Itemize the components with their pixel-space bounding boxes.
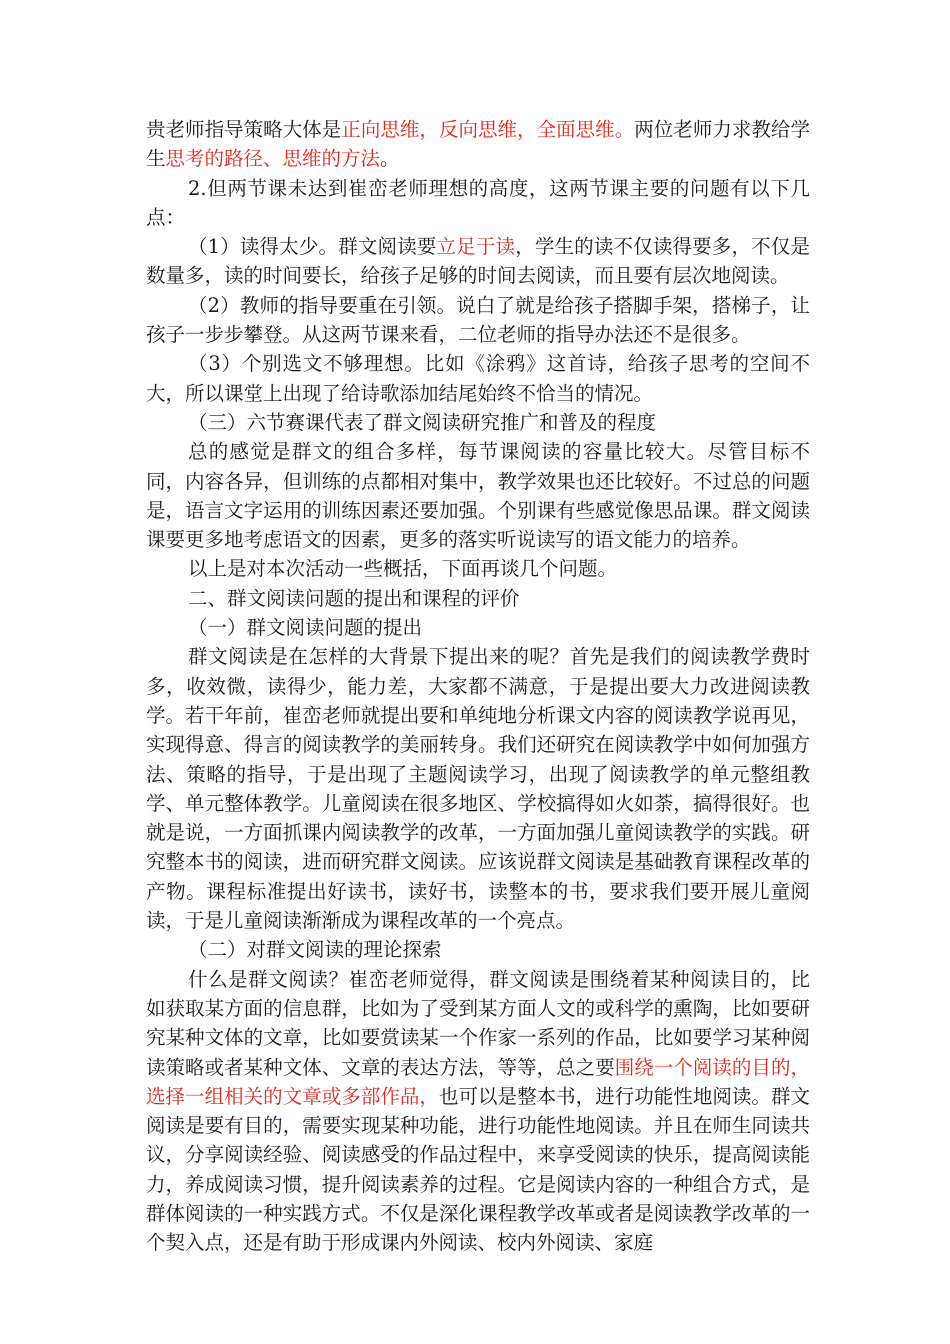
paragraph <box>146 642 810 935</box>
paragraph <box>146 935 810 964</box>
highlighted-text: 正向思维，反向思维，全面思维。 <box>341 118 635 141</box>
document-body <box>146 115 810 1258</box>
body-text: （一）群文阅读问题的提出 <box>188 616 423 640</box>
body-text: 二、群文阅读问题的提出和课程的评价 <box>188 586 520 610</box>
body-text: 总的感觉是群文的组合多样，每节课阅读的容量比较大。尽管目标不同，内容各异，但训练的点都相对集中，教学效果也还比较好。不过总的问题是，语言文字运用的训练因素还要加强。个别课有些感觉像思品课。群文阅读课要更多地考虑语文的因素，更多的落实听说读写的语文能力的培养。 <box>146 440 810 552</box>
paragraph <box>146 174 810 233</box>
paragraph <box>146 554 810 583</box>
paragraph <box>146 232 810 291</box>
paragraph <box>146 291 810 350</box>
paragraph <box>146 613 810 642</box>
body-text: 贵老师指导策略大体是 <box>146 118 342 141</box>
paragraph <box>146 965 810 1258</box>
highlighted-text: 立足于读 <box>436 235 516 259</box>
body-text: （三）六节赛课代表了群文阅读研究推广和普及的程度 <box>188 410 657 434</box>
body-text: ，学生的读不仅读得要多，不仅是数量多，读的时间要长，给孩子足够的时间去阅读，而且要有层次地阅读。 <box>146 235 810 288</box>
body-text: 以上是对本次活动一些概括，下面再谈几个问题。 <box>188 557 618 581</box>
body-text: 两位老师力求教给学生 <box>146 118 810 171</box>
body-text: （二）对群文阅读的理论探索 <box>188 938 442 962</box>
body-text: （3）个别选文不够理想。比如《涂鸦》这首诗，给孩子思考的空间不大，所以课堂上出现了给诗歌添加结尾始终不恰当的情况。 <box>146 352 810 405</box>
body-text: 2.但两节课未达到崔峦老师理想的高度，这两节课主要的问题有以下几点： <box>146 176 810 229</box>
body-text: （1）读得太少。群文阅读要 <box>188 235 437 259</box>
body-text: （2）教师的指导要重在引领。说白了就是给孩子搭脚手架，搭梯子，让孩子一步步攀登。从这两节课来看，二位老师的指导办法还不是很多。 <box>146 293 810 347</box>
paragraph <box>146 115 810 174</box>
body-text: 群文阅读是在怎样的大背景下提出来的呢？首先是我们的阅读教学费时多，收效微，读得少，能力差，大家都不满意，于是提出要大力改进阅读教学。若干年前，崔峦老师就提出要和单纯地分析课文内容的阅读教学说再见，实现得意、得言的阅读教学的美丽转身。我们还研究在阅读教学中如何加强方法、策略的指导，于是出现了主题阅读学习，出现了阅读教学的单元整组教学、单元整体教学。儿童阅读在很多地区、学校搞得如火如荼，搞得很好。也就是说，一方面抓课内阅读教学的改革，一方面加强儿童阅读教学的实践。研究整本书的阅读，进而研究群文阅读。应该说群文阅读是基础教育课程改革的产物。课程标准提出好读书，读好书，读整本的书，要求我们要开展儿童阅读，于是儿童阅读渐渐成为课程改革的一个亮点。 <box>146 645 810 933</box>
body-text: 。 <box>380 147 400 171</box>
highlighted-text: 围绕一个阅读的目的，选择一组相关的文章或多部作品， <box>146 1055 810 1108</box>
paragraph <box>146 349 810 408</box>
body-text: 什么是群文阅读？崔峦老师觉得，群文阅读是围绕着某种阅读目的，比如获取某方面的信息群，比如为了受到某方面人文的或科学的熏陶，比如要研究某种文体的文章，比如要赏读某一个作家一系列的作品，比如要学习某种阅读策略或者某种文体、文章的表达方法，等等，总之要 <box>146 967 810 1079</box>
paragraph <box>146 437 810 554</box>
body-text: 也可以是整本书，进行功能性地阅读。群文阅读是要有目的，需要实现某种功能，进行功能性地阅读。并且在师生同读共议，分享阅读经验、阅读感受的作品过程中，来享受阅读的快乐，提高阅读能力，养成阅读习惯，提升阅读素养的过程。它是阅读内容的一种组合方式，是群体阅读的一种实践方式。不仅是深化课程教学改革或者是阅读教学改革的一个契入点，还是有助于形成课内外阅读、校内外阅读、家庭 <box>146 1084 810 1255</box>
highlighted-text: 思考的路径、思维的方法 <box>165 147 381 171</box>
paragraph <box>146 584 810 613</box>
paragraph <box>146 408 810 437</box>
